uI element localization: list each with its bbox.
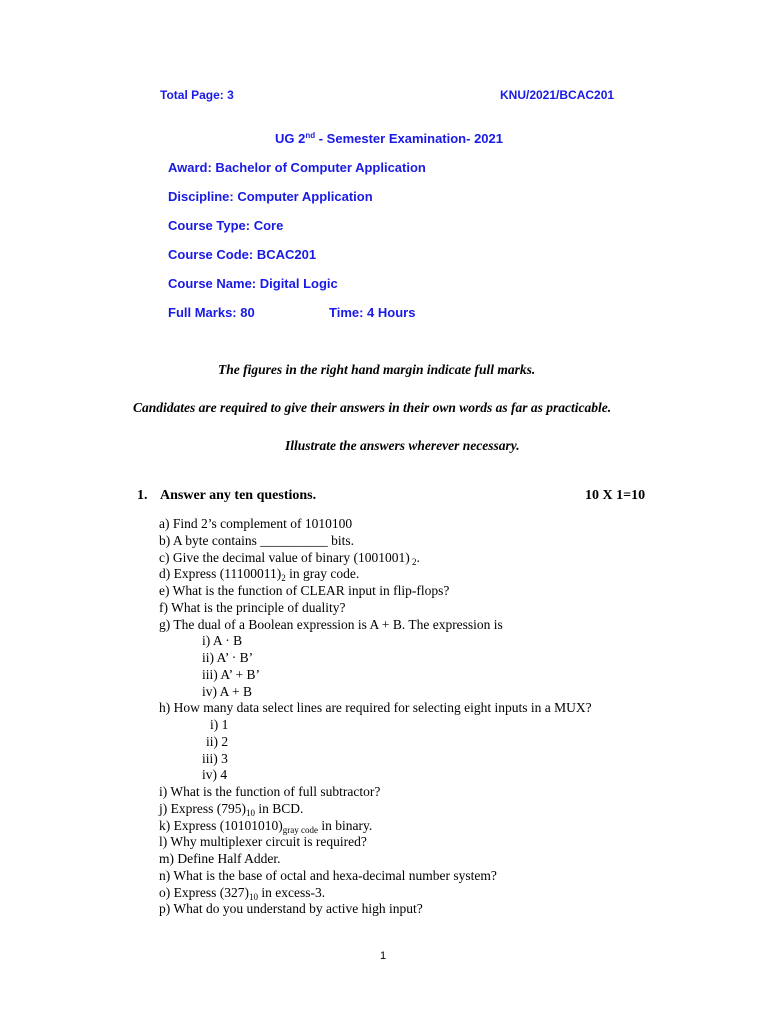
question-item-g-option: iv) A + B [202, 683, 252, 699]
question-list [159, 516, 592, 918]
question-item-k-text: k) Express (10101010) [159, 817, 283, 833]
question-item-d [159, 566, 592, 583]
exam-time: Time: 4 Hours [329, 305, 416, 320]
question-item-j-end: in BCD. [254, 800, 304, 816]
course-type: Course Type: Core [168, 218, 284, 233]
question-item-d-text: d) Express (11100011) [159, 566, 282, 582]
question-item-j [159, 801, 592, 818]
exam-title-suffix: - Semester Examination- 2021 [315, 131, 503, 146]
question-item-h-option: i) 1 [210, 717, 229, 732]
question-item-c [159, 550, 592, 567]
exam-title [275, 131, 503, 146]
question-item-o-text: o) Express (327) [159, 884, 249, 900]
question-item-c-end: . [416, 549, 420, 565]
question-item-k-end: in binary. [317, 817, 373, 833]
discipline: Discipline: Computer Application [168, 189, 373, 204]
question-item-d-subscript: 2 [281, 573, 286, 584]
paper-code: KNU/2021/BCAC201 [500, 88, 615, 102]
question-number: 1. [137, 488, 148, 503]
question-item-p: p) What do you understand by active high input? [159, 901, 423, 917]
question-item-h-option: iv) 4 [202, 767, 228, 783]
question-item-j-subscript: 10 [245, 807, 255, 818]
award: Award: Bachelor of Computer Application [168, 160, 426, 175]
question-item-g-option: i) A · B [202, 633, 243, 649]
instruction-illustrate: Illustrate the answers wherever necessary. [285, 438, 520, 453]
question-item-g-option: ii) A’ · B’ [202, 650, 254, 665]
question-item-n: n) What is the base of octal and hexa-decimal number system? [159, 867, 497, 883]
question-item-h-option: iii) 3 [202, 750, 228, 766]
question-title: Answer any ten questions. [160, 488, 317, 503]
question-item-o [159, 885, 592, 902]
question-item-a: a) Find 2’s complement of 1010100 [159, 516, 353, 531]
exam-title-sup: nd [305, 131, 316, 140]
question-item-b: b) A byte contains __________ bits. [159, 532, 354, 548]
question-item-l: l) Why multiplexer circuit is required? [159, 834, 367, 850]
question-item-d-end: in gray code. [285, 566, 360, 582]
question-item-c-subscript: 2 [409, 556, 417, 567]
question-item-g-option: iii) A’ + B’ [202, 666, 260, 682]
question-item-k [159, 818, 592, 835]
question-item-c-text: c) Give the decimal value of binary (1001001) [159, 549, 410, 565]
question-item-e: e) What is the function of CLEAR input in flip-flops? [159, 583, 450, 598]
question-item-i: i) What is the function of full subtractor? [159, 784, 381, 799]
question-marks: 10 X 1=10 [585, 488, 646, 503]
course-name: Course Name: Digital Logic [168, 276, 338, 291]
question-item-o-end: in excess-3. [257, 884, 326, 900]
exam-title-prefix: UG 2 [275, 131, 306, 146]
question-item-h-option: ii) 2 [206, 733, 229, 749]
question-item-h: h) How many data select lines are required for selecting eight inputs in a MUX? [159, 700, 592, 716]
question-item-o-subscript: 10 [248, 891, 258, 902]
full-marks: Full Marks: 80 [168, 305, 255, 320]
instruction-marks: The figures in the right hand margin indicate full marks. [218, 362, 536, 377]
total-page-label: Total Page: 3 [160, 88, 234, 102]
page-number: 1 [380, 950, 387, 962]
instruction-own-words: Candidates are required to give their answers in their own words as far as practicable. [133, 400, 612, 415]
question-item-g: g) The dual of a Boolean expression is A + B. The expression is [159, 616, 503, 632]
question-item-j-text: j) Express (795) [159, 800, 246, 816]
question-item-k-subscript: gray code [282, 824, 318, 835]
course-code: Course Code: BCAC201 [168, 247, 317, 262]
question-item-m: m) Define Half Adder. [159, 851, 281, 866]
question-item-f: f) What is the principle of duality? [159, 599, 346, 615]
